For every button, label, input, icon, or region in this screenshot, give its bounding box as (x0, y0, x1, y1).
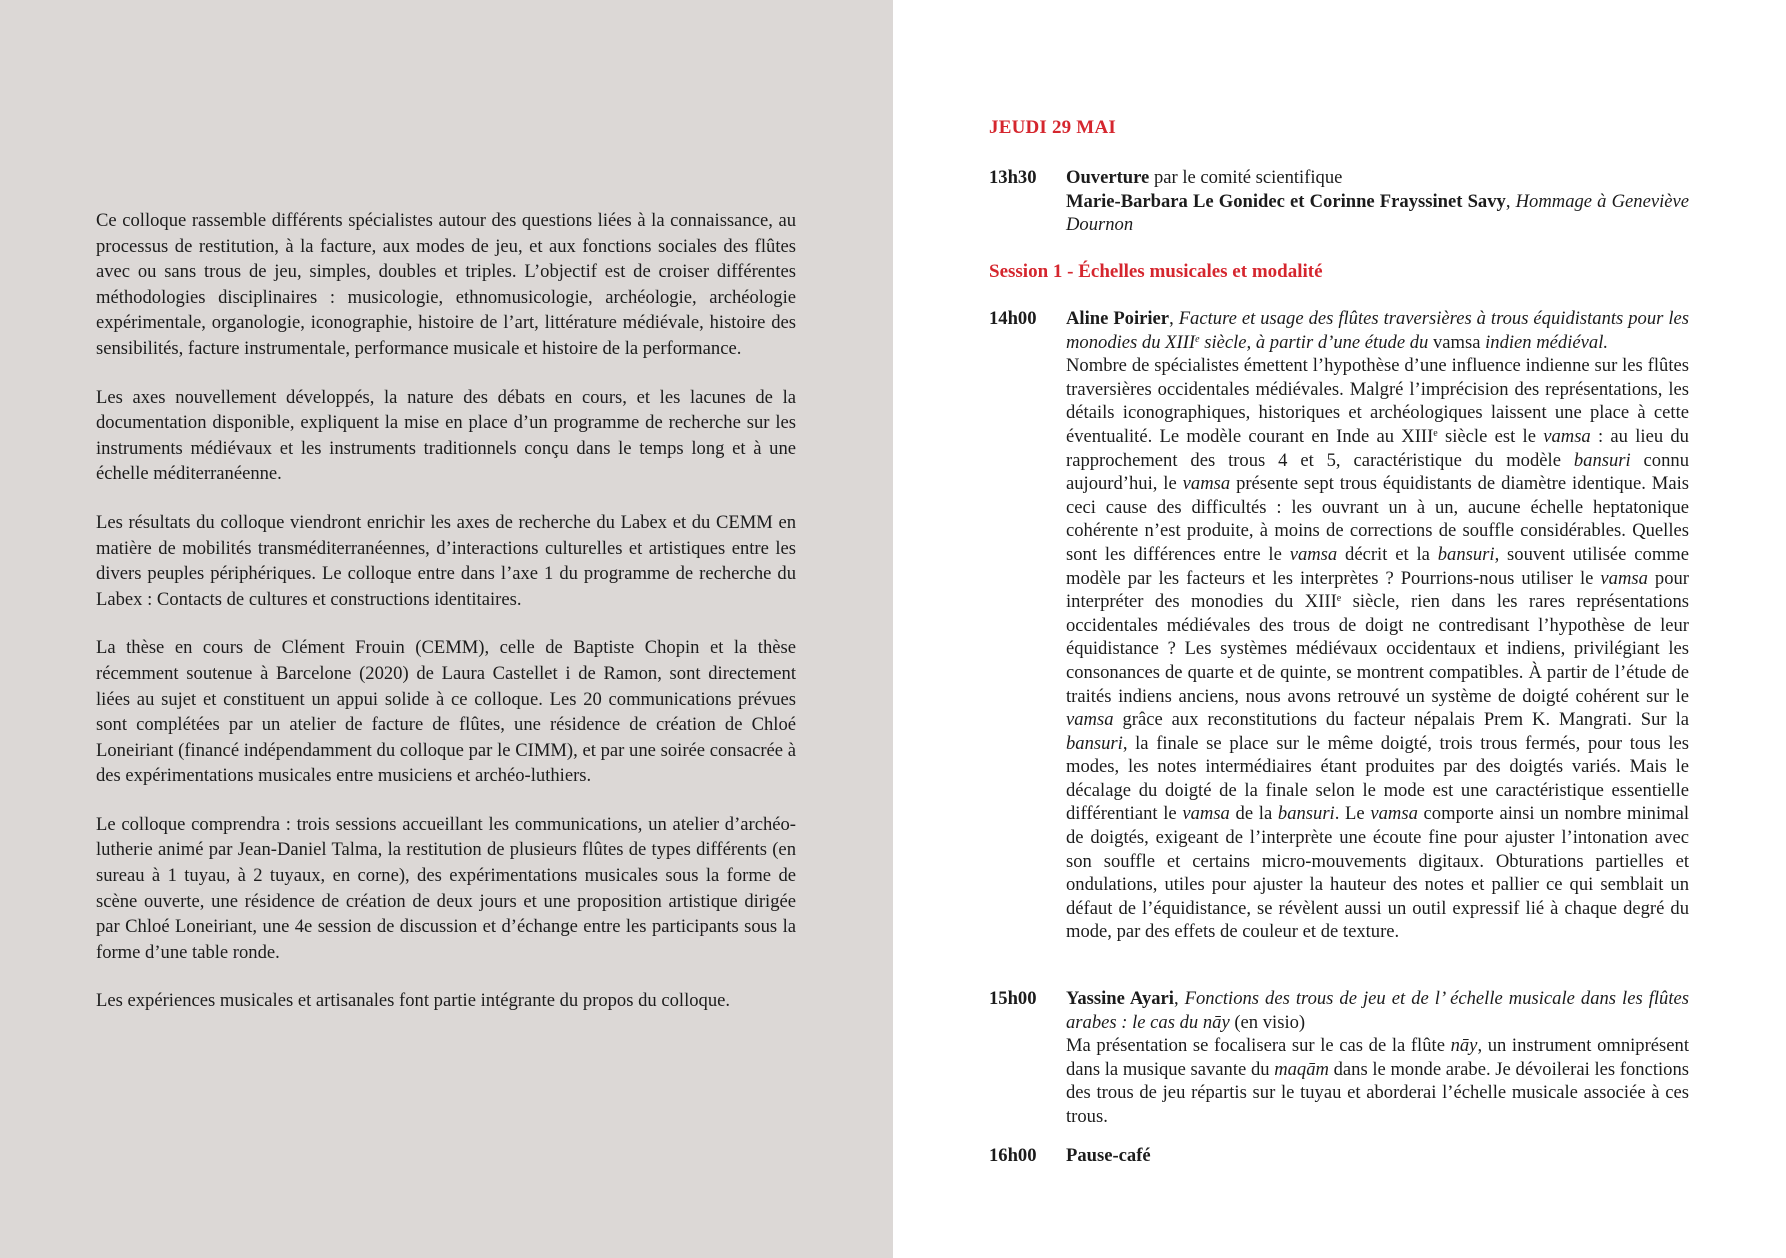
opening-talk-title: Hommage à Geneviève Dournon (1066, 190, 1690, 236)
opening-title-rest: par le comité scientifique (1149, 167, 1343, 188)
item-body (1066, 307, 1689, 944)
time-label: 15h00 (989, 988, 1037, 1009)
talk-note: (en visio) (1229, 1011, 1306, 1033)
intro-paragraph-4: La thèse en cours de Clément Frouin (CEMM), celle de Baptiste Chopin et la thèse récemment soutenue à Barcelone (2020) de Laura Castellet i de Ramon, sont directement liées au sujet et constituent un appui solide à ce colloque. Les 20 communications prévues sont complétées par un atelier de facture de flûtes, une résidence de création de Chloé Loneiriant (financé indépendamment du colloque par le CIMM), et par une soirée consacrée à des expérimentations musicales entre musiciens et archéo-luthiers. (96, 637, 796, 787)
speaker-name: Aline Poirier (1066, 308, 1170, 329)
emphasis-term: vamsa (1066, 709, 1114, 731)
intro-paragraph-2: Les axes nouvellement développés, la nature des débats en cours, et les lacunes de la documentation disponible, expliquent la mise en place d’un programme de recherche sur les instruments médiévaux et les instruments traditionnels conçu dans le temps long et à une échelle méditerranéenne. (96, 386, 796, 485)
opening-speakers: Marie-Barbara Le Gonidec et Corinne Frayssinet Savy (1066, 190, 1506, 212)
break-label: Pause-café (1066, 1145, 1151, 1166)
talk-title: Fonctions des trous de jeu et de l’ échelle musicale dans les flûtes arabes : le cas du nāy (1066, 988, 1690, 1033)
intro-text (96, 208, 796, 1037)
separator: , (1505, 190, 1516, 212)
superscript: e (1433, 427, 1438, 439)
item-body (1066, 1144, 1689, 1168)
intro-paragraph-3: Les résultats du colloque viendront enrichir les axes de recherche du Labex et du CEMM en matière de mobilités transméditerranéennes, d’interactions culturelles et artistiques entre les divers peuples périphériques. Le colloque entre dans l’axe 1 du programme de recherche du Labex : Contacts de cultures et constructions identitaires. (96, 511, 796, 610)
talk-title-term: vamsa (1432, 331, 1481, 353)
emphasis-term: bansuri (1437, 543, 1495, 565)
intro-paragraph-1: Ce colloque rassemble différents spécialistes autour des questions liées à la connaissance, au processus de restitution, à la facture, aux modes de jeu, et aux fonctions sociales des flûtes avec ou sans trous de jeu, simples, doubles et triples. L’objectif est de croiser différentes méthodologies disciplinaires : musicologie, ethnomusicologie, archéologie, archéologie expérimentale, organologie, iconographie, histoire de l’art, littérature médiévale, histoire des sensibilités, facture instrumentale, performance musicale et histoire de la performance. (96, 210, 796, 359)
right-page (893, 0, 1786, 1258)
emphasis-term: vamsa (1289, 543, 1338, 565)
separator: , (1173, 988, 1185, 1009)
session-heading: Session 1 - Échelles musicales et modalité (989, 261, 1323, 282)
talk-title: Facture et usage des flûtes traversières à trous équidistants pour les monodies du XIIIe siècle, à partir d’une étude du (1066, 308, 1690, 353)
talk-heading (1066, 307, 1689, 354)
intro-paragraph-6: Les expériences musicales et artisanales font partie intégrante du propos du colloque. (96, 990, 731, 1012)
emphasis-term: bansuri (1573, 449, 1631, 471)
emphasis-term: vamsa (1182, 803, 1230, 825)
emphasis-term: vamsa (1543, 425, 1591, 447)
emphasis-term: bansuri (1066, 732, 1123, 754)
item-body (1066, 166, 1689, 237)
speaker-name: Yassine Ayari (1066, 988, 1174, 1009)
emphasis-term: vamsa (1182, 473, 1231, 495)
talk-title-end: indien médiéval. (1480, 331, 1609, 353)
emphasis-term: vamsa (1370, 803, 1418, 825)
talk-abstract: Ma présentation se focalisera sur le cas de la flûte nāy, un instrument omniprésent dans la musique savante du maqām dans le monde arabe. Je dévoilerai les fonctions des trous de jeu répartis sur le tuyau et aborderai l’échelle musicale associée à ces trous. (1066, 1035, 1689, 1127)
opening-title: Ouverture (1066, 167, 1150, 188)
emphasis-term: vamsa (1600, 567, 1648, 589)
talk-abstract: Nombre de spécialistes émettent l’hypothèse d’une influence indienne sur les flûtes traversières occidentales médiévales. Malgré l’imprécision des représentations, les détails iconographiques, historiques et archéologiques laissent une place à cette éventualité. Le modèle courant en Inde au XIIIe siècle est le vamsa : au lieu du rapprochement des trous 4 et 5, caractéristique du modèle bansuri connu aujourd’hui, le vamsa présente sept trous équidistants de diamètre identique. Mais ceci cause des difficultés : les ouvrant un à un, aucune échelle heptatonique cohérente n’est produite, à moins de corrections de souffle considérables. Quelles sont les différences entre le vamsa décrit et la bansuri, souvent utilisée comme modèle par les facteurs et les interprètes ? Pourrions-nous utiliser le vamsa pour interpréter des monodies du XIIIe siècle, rien dans les rares représentations occidentales médiévales des trous de doigt ne contredisant l’hypothèse de leur équidistance ? Les systèmes médiévaux occidentaux et indiens, privilégiant les consonances de quarte et de quinte, se montrent compatibles. À partir de l’étude de traités indiens anciens, nous avons retrouvé un système de doigté cohérent sur le vamsa grâce aux reconstitutions du facteur népalais Prem K. Mangrati. Sur la bansuri, la finale se place sur le même doigté, trois trous fermés, pour tous les modes, les notes intermédiaires étant produites par des doigtés variés. Mais le décalage du doigté de la finale selon le mode est une caractéristique essentielle différentiant le vamsa de la bansuri. Le vamsa comporte ainsi un nombre minimal de doigtés, exigeant de l’interprète une écoute fine pour ajuster l’intonation avec son souffle et certains micro-mouvements digitaux. Obturations partielles et ondulations, utiles pour ajuster la hauteur des notes et pallier ce qui semblait un défaut de l’équidistance, se révèlent aussi un outil expressif lié à chaque degré du mode, par des effets de couleur et de texture. (1066, 355, 1690, 943)
emphasis-term: maqām (1274, 1058, 1329, 1080)
emphasis-term: nāy (1450, 1035, 1478, 1057)
item-body (1066, 987, 1689, 1129)
intro-paragraph-5: Le colloque comprendra : trois sessions accueillant les communications, un atelier d’archéo-lutherie animé par Jean-Daniel Talma, la restitution de plusieurs flûtes de types différents (en sureau à 1 tuyau, à 2 tuyaux, en corne), des expérimentations musicales sous la forme de scène ouverte, une résidence de création de deux jours et une proposition artistique dirigée par Chloé Loneiriant, une 4e session de discussion et d’échange entre les participants sous la forme d’une table ronde. (96, 813, 796, 963)
time-label: 14h00 (989, 308, 1037, 329)
time-label: 16h00 (989, 1145, 1037, 1166)
talk-heading (1066, 987, 1689, 1034)
separator: , (1169, 308, 1179, 329)
emphasis-term: bansuri (1277, 803, 1335, 825)
time-label: 13h30 (989, 167, 1037, 188)
day-heading: JEUDI 29 MAI (989, 117, 1116, 138)
superscript: e (1336, 593, 1342, 605)
